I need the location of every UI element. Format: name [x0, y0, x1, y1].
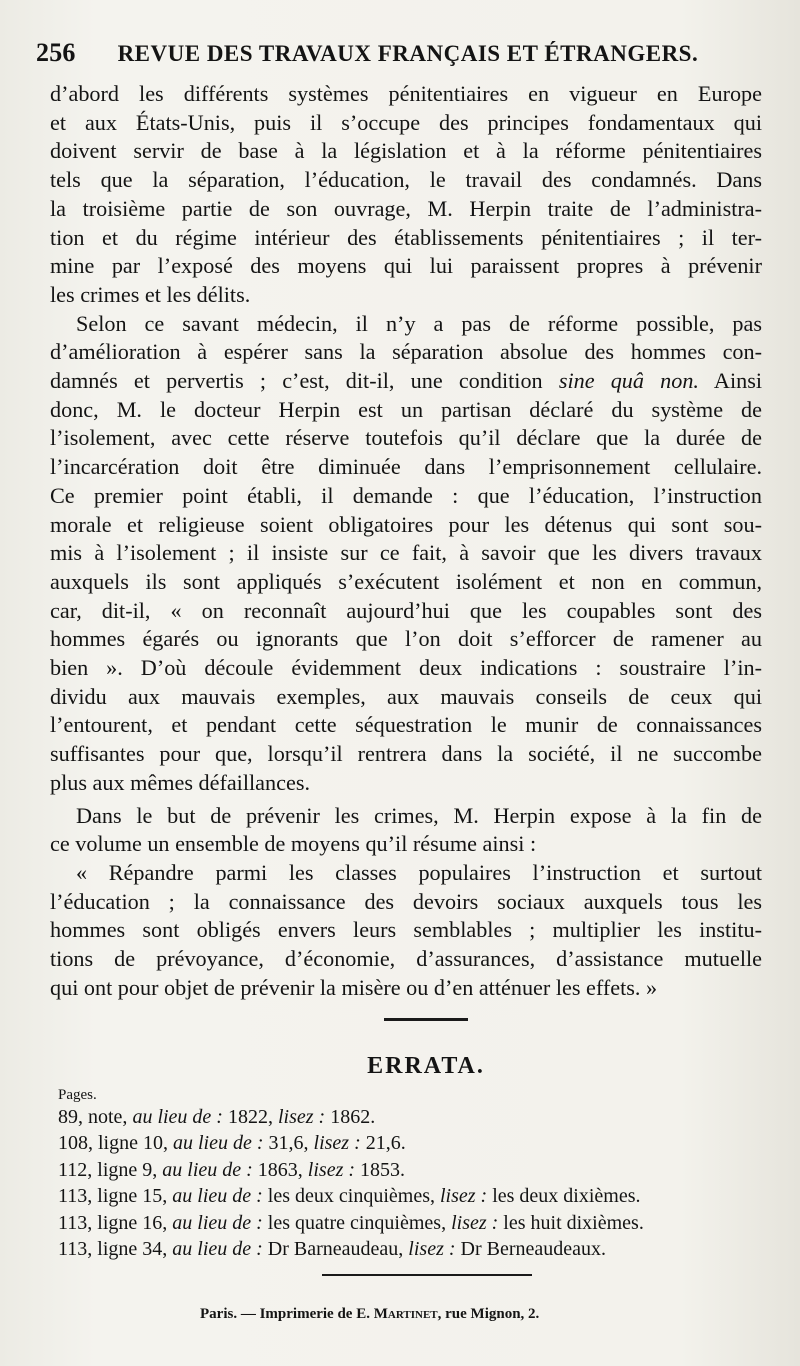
errata-new: les huit dixièmes.: [503, 1211, 644, 1234]
text-line: « Répandre parmi les classes populaires l’instruction et surtout: [76, 859, 762, 885]
text-line: morale et religieuse soient obligatoires pour les détenus qui sont sou-: [50, 511, 762, 537]
text-line: car, dit-il, « on reconnaît aujourd’hui que les coupables sont des: [50, 597, 762, 623]
text-line: l’entourent, et pendant cette séquestration le munir de connaissances: [50, 712, 762, 738]
errata-new: Dr Berneaudeaux.: [460, 1238, 607, 1261]
text-line: tion et du régime intérieur des établissements pénitentiaires ; il ter-: [50, 224, 762, 250]
errata-new: 1853.: [360, 1158, 406, 1181]
errata-au-lieu-de: au lieu de :: [132, 1106, 223, 1128]
text-line: d’amélioration à espérer sans la séparation absolue des hommes con-: [50, 339, 762, 365]
page-number: 256: [36, 38, 76, 67]
errata-old: les quatre cinquièmes,: [267, 1211, 447, 1234]
text-line: tions de prévoyance, d’économie, d’assurances, d’assistance mutuelle: [50, 946, 762, 972]
latin-phrase: sine quâ non.: [558, 368, 699, 394]
errata-pages-label: Pages.: [58, 1087, 97, 1103]
errata-au-lieu-de: au lieu de :: [172, 1211, 263, 1234]
text-line: l’incarcération doit être diminuée dans l’emprisonnement cellulaire.: [50, 454, 762, 480]
errata-location: ligne 16,: [97, 1211, 168, 1234]
errata-location: ligne 34,: [97, 1238, 168, 1261]
errata-new: 1862.: [330, 1106, 376, 1128]
text-line: Ce premier point établi, il demande : que l’éducation, l’instruction: [50, 482, 762, 508]
text-line-with-latin: [50, 367, 762, 396]
quote-paragraph: [50, 859, 762, 1003]
errata-location: note,: [88, 1106, 128, 1128]
errata-lisez: lisez :: [313, 1132, 361, 1155]
paragraph-2: [50, 310, 762, 798]
errata-old: les deux cinquièmes,: [267, 1185, 435, 1208]
text-line: suffisantes pour que, lorsqu’il rentrera dans la société, il ne succombe: [50, 741, 762, 767]
errata-au-lieu-de: au lieu de :: [172, 1185, 263, 1208]
errata-location: ligne 9,: [97, 1158, 158, 1181]
errata-title: ERRATA.: [367, 1053, 485, 1079]
errata-page: 108,: [58, 1132, 93, 1155]
errata-lisez: lisez :: [408, 1238, 456, 1261]
errata-page: 89,: [58, 1106, 83, 1128]
footer-divider: [322, 1274, 532, 1276]
errata-old: 1863,: [257, 1158, 303, 1181]
text-line: mine par l’exposé des moyens qui lui paraissent propres à prévenir: [50, 253, 762, 279]
text-line: auxquels ils sont appliqués s’exécutent isolément et non en commun,: [50, 568, 762, 594]
text-line: plus aux mêmes défaillances.: [50, 769, 310, 795]
errata-old: 31,6,: [268, 1132, 309, 1155]
errata-row: [58, 1210, 644, 1236]
imprint-text: Paris. — Imprimerie de E.: [200, 1306, 374, 1322]
text-line: hommes sont obligés envers leurs semblables ; multiplier les institu-: [50, 917, 762, 943]
errata-lisez: lisez :: [307, 1158, 356, 1181]
text-fragment: damnés et pervertis ; c’est, dit-il, une condition: [50, 368, 559, 394]
text-line: et aux États-Unis, puis il s’occupe des principes fondamentaux qui: [50, 109, 762, 135]
errata-au-lieu-de: au lieu de :: [162, 1158, 253, 1181]
text-line: tels que la séparation, l’éducation, le travail des condamnés. Dans: [50, 167, 762, 193]
imprint-text: , rue Mignon, 2.: [437, 1306, 540, 1322]
text-line: doivent servir de base à la législation et à la réforme pénitentiaires: [50, 138, 762, 164]
printer-imprint: [200, 1306, 539, 1323]
text-fragment: Ainsi: [698, 368, 762, 394]
errata-new: 21,6.: [365, 1132, 406, 1155]
text-line: d’abord les différents systèmes pénitentiaires en vigueur en Europe: [50, 81, 762, 106]
paragraph-1: [50, 80, 762, 310]
errata-lisez: lisez :: [451, 1211, 499, 1234]
errata-lisez: lisez :: [439, 1185, 488, 1208]
text-line: donc, M. le docteur Herpin est un partisan déclaré du système de: [50, 396, 762, 422]
text-line: Selon ce savant médecin, il n’y a pas de réforme possible, pas: [76, 310, 762, 336]
errata-lisez: lisez :: [277, 1106, 326, 1128]
text-line: ce volume un ensemble de moyens qu’il résume ainsi :: [50, 831, 537, 857]
section-divider: [384, 1018, 468, 1021]
body-text: [50, 80, 762, 1003]
errata-page: 113,: [58, 1211, 93, 1234]
text-line: l’éducation ; la connaissance des devoirs sociaux auxquels tous les: [50, 888, 762, 914]
errata-row: [58, 1183, 644, 1209]
errata-list: [58, 1104, 644, 1262]
errata-location: ligne 10,: [98, 1132, 168, 1155]
text-line: l’isolement, avec cette réserve toutefois qu’il déclare que la durée de: [50, 425, 762, 451]
errata-location: ligne 15,: [97, 1185, 168, 1208]
text-line: qui ont pour objet de prévenir la misère ou d’en atténuer les effets. »: [50, 974, 658, 1000]
errata-au-lieu-de: au lieu de :: [172, 1238, 263, 1261]
page-header: [36, 38, 776, 68]
errata-row: [58, 1130, 644, 1156]
text-line: dividu aux mauvais exemples, aux mauvais conseils de ceux qui: [50, 683, 762, 709]
errata-row: [58, 1157, 644, 1183]
errata-new: les deux dixièmes.: [492, 1185, 641, 1208]
errata-row: [58, 1236, 644, 1262]
text-line: les crimes et les délits.: [50, 281, 251, 307]
errata-page: 112,: [58, 1158, 93, 1181]
text-line: bien ». D’où découle évidemment deux indications : soustraire l’in-: [50, 655, 762, 681]
running-title: REVUE DES TRAVAUX FRANÇAIS ET ÉTRANGERS.: [117, 41, 699, 66]
text-line: la troisième partie de son ouvrage, M. Herpin traite de l’administra-: [50, 195, 762, 221]
text-line: hommes égarés ou ignorants que l’on doit s’efforcer de ramener au: [50, 626, 762, 652]
errata-au-lieu-de: au lieu de :: [173, 1132, 264, 1155]
printer-name: Martinet: [373, 1306, 438, 1322]
text-line: Dans le but de prévenir les crimes, M. Herpin expose à la fin de: [76, 802, 762, 828]
text-line: mis à l’isolement ; il insiste sur ce fait, à savoir que les divers travaux: [50, 540, 762, 566]
paragraph-3: [50, 802, 762, 859]
errata-old: 1822,: [227, 1106, 273, 1128]
errata-row: [58, 1104, 644, 1130]
errata-page: 113,: [58, 1238, 93, 1261]
errata-old: Dr Barneaudeau,: [267, 1238, 404, 1261]
errata-page: 113,: [58, 1185, 93, 1208]
